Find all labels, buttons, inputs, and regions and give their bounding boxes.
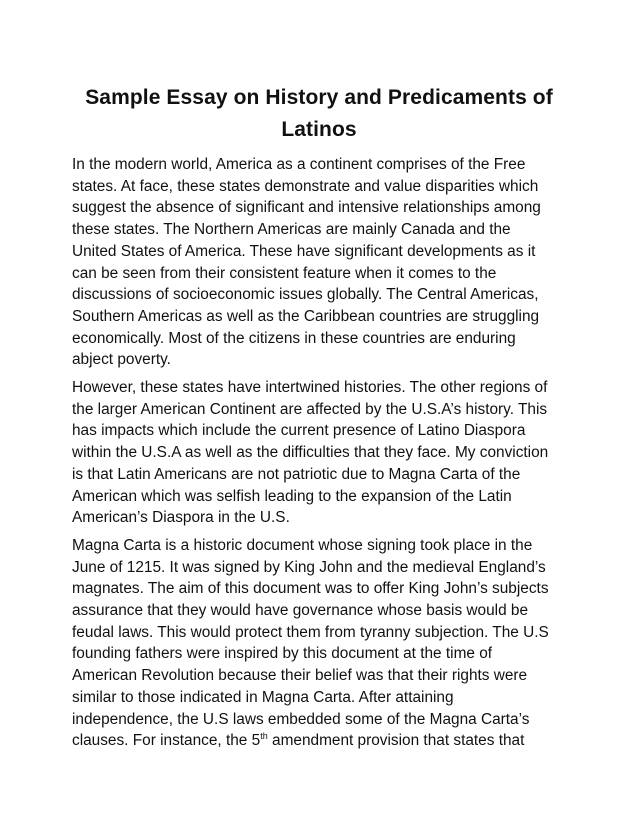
paragraph-magna-carta-text: Magna Carta is a historic document whose signing took place in the June of 1215. It was signed by King John and the medieval England’s magnates. The aim of this document was to offer King John’s subjects assurance that they would have governance whose basis would be feudal laws. This would protect them from tyranny subjection. The U.S founding fathers were inspired by this document at the time of American Revolution because their belief was that their rights were similar to those indicated in Magna Carta. After attaining independence, the U.S laws embedded some of the Magna Carta’s clauses. For instance, the 5 (72, 536, 549, 750)
paragraph-magna-carta (72, 535, 550, 752)
paragraph-intro: In the modern world, America as a continent comprises of the Free states. At face, these states demonstrate and value disparities which suggest the absence of significant and intensive relationships among these states. The Northern Americas are mainly Canada and the United States of America. These have significant developments as it can be seen from their consistent feature when it comes to the discussions of socioeconomic issues globally. The Central Americas, Southern Americas as well as the Caribbean countries are struggling economically. Most of the citizens in these countries are enduring abject poverty. (72, 156, 541, 369)
essay-title: Sample Essay on History and Predicaments of Latinos (85, 86, 553, 141)
paragraph-intertwined-histories: However, these states have intertwined histories. The other regions of the larger American Continent are affected by the U.S.A’s history. This has impacts which include the current presence of Latino Diaspora within the U.S.A as well as the difficulties that they face. My conviction is that Latin Americans are not patriotic due to Magna Carta of the American which was selfish leading to the expansion of the Latin American’s Diaspora in the U.S. (72, 379, 549, 527)
paragraph-magna-carta-tail: amendment provision that states that (267, 732, 525, 750)
essay-body (72, 154, 550, 758)
ordinal-superscript: th (260, 731, 268, 742)
